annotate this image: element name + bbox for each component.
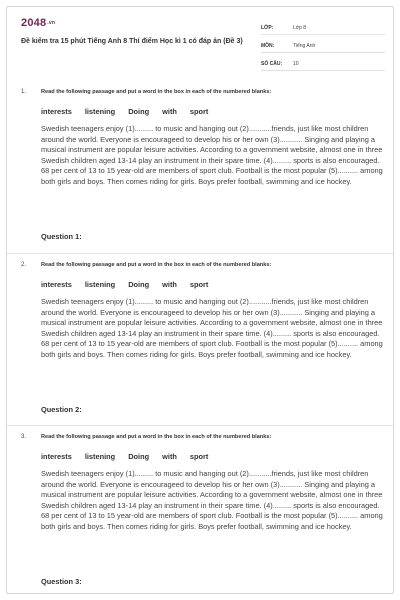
word-option: sport xyxy=(189,107,209,116)
question-passage: Swedish teenagers enjoy (1)......... to music and hanging out (2)...........friends, just like most children around the world. Everyone is encourageed to develop his or her own (3)........... Singing and playing a musical instrument are popular leisure activities. According to a government website, almost one in three Swedish children aged 13-14 play an instrument in their spare time. (4)......... sports is also encouraged. 68 per cent of 13 to 15 year-old are members of sport club. Football is the most popular (5).......... among both girls and boys. Then comes riding for girls. Boys prefer football, swimming and ice hockey. xyxy=(41,469,383,531)
question-passage: Swedish teenagers enjoy (1)......... to music and hanging out (2)...........friends, just like most children around the world. Everyone is encourageed to develop his or her own (3)........... Singing and playing a musical instrument are popular leisure activities. According to a government website, almost one in three Swedish children aged 13-14 play an instrument in their spare time. (4)......... sports is also encouraged. 68 per cent of 13 to 15 year-old are members of sport club. Football is the most popular (5).......... among both girls and boys. Then comes riding for girls. Boys prefer football, swimming and ice hockey. xyxy=(41,124,383,186)
word-option: Doing xyxy=(128,280,150,289)
meta-label: SỐ CÂU: xyxy=(261,60,283,67)
logo-sub: .vn xyxy=(47,20,56,27)
word-option: Doing xyxy=(128,107,150,116)
word-box xyxy=(41,280,221,289)
meta-label: MÔN: xyxy=(261,42,275,49)
question-item xyxy=(7,253,394,425)
question-label: Question 1: xyxy=(41,232,82,241)
word-option: listening xyxy=(84,452,116,461)
word-option: interests xyxy=(41,280,72,289)
question-number: 3. xyxy=(21,434,27,440)
meta-row-subject xyxy=(261,39,385,53)
question-item xyxy=(7,81,394,253)
word-box xyxy=(41,107,221,116)
word-option: listening xyxy=(84,280,116,289)
word-option: with xyxy=(162,280,177,289)
question-item xyxy=(7,425,394,594)
meta-value: Lớp 8 xyxy=(293,24,307,31)
word-option: interests xyxy=(41,452,72,461)
page-header xyxy=(7,7,393,75)
word-option: Doing xyxy=(128,452,150,461)
meta-row-class xyxy=(261,21,385,35)
question-label: Question 3: xyxy=(41,577,82,586)
word-option: listening xyxy=(84,107,116,116)
question-instruction: Read the following passage and put a word in the box in each of the numbered blanks: xyxy=(41,89,272,95)
site-logo[interactable] xyxy=(21,17,55,29)
question-passage: Swedish teenagers enjoy (1)......... to music and hanging out (2)...........friends, just like most children around the world. Everyone is encourageed to develop his or her own (3)........... Singing and playing a musical instrument are popular leisure activities. According to a government website, almost one in three Swedish children aged 13-14 play an instrument in their spare time. (4)......... sports is also encouraged. 68 per cent of 13 to 15 year-old are members of sport club. Football is the most popular (5).......... among both girls and boys. Then comes riding for girls. Boys prefer football, swimming and ice hockey. xyxy=(41,297,383,359)
question-instruction: Read the following passage and put a word in the box in each of the numbered blanks: xyxy=(41,434,272,440)
logo-text: 2048 xyxy=(21,17,47,29)
word-option: sport xyxy=(189,452,209,461)
meta-value: Tiếng Anh xyxy=(293,42,316,49)
word-option: interests xyxy=(41,107,72,116)
question-number: 1. xyxy=(21,89,27,95)
meta-label: LỚP: xyxy=(261,24,274,31)
document-title: Đề kiểm tra 15 phút Tiếng Anh 8 Thí điểm Học kì 1 có đáp án (Đề 3) xyxy=(21,38,243,45)
question-list xyxy=(7,81,394,594)
question-label: Question 2: xyxy=(41,405,82,414)
word-box xyxy=(41,452,221,461)
question-instruction: Read the following passage and put a word in the box in each of the numbered blanks: xyxy=(41,262,272,268)
word-option: with xyxy=(162,107,177,116)
word-option: with xyxy=(162,452,177,461)
meta-info xyxy=(261,21,385,75)
meta-value: 10 xyxy=(293,60,299,67)
word-option: sport xyxy=(189,280,209,289)
question-number: 2. xyxy=(21,262,27,268)
document-page xyxy=(6,6,394,594)
meta-row-count xyxy=(261,57,385,71)
